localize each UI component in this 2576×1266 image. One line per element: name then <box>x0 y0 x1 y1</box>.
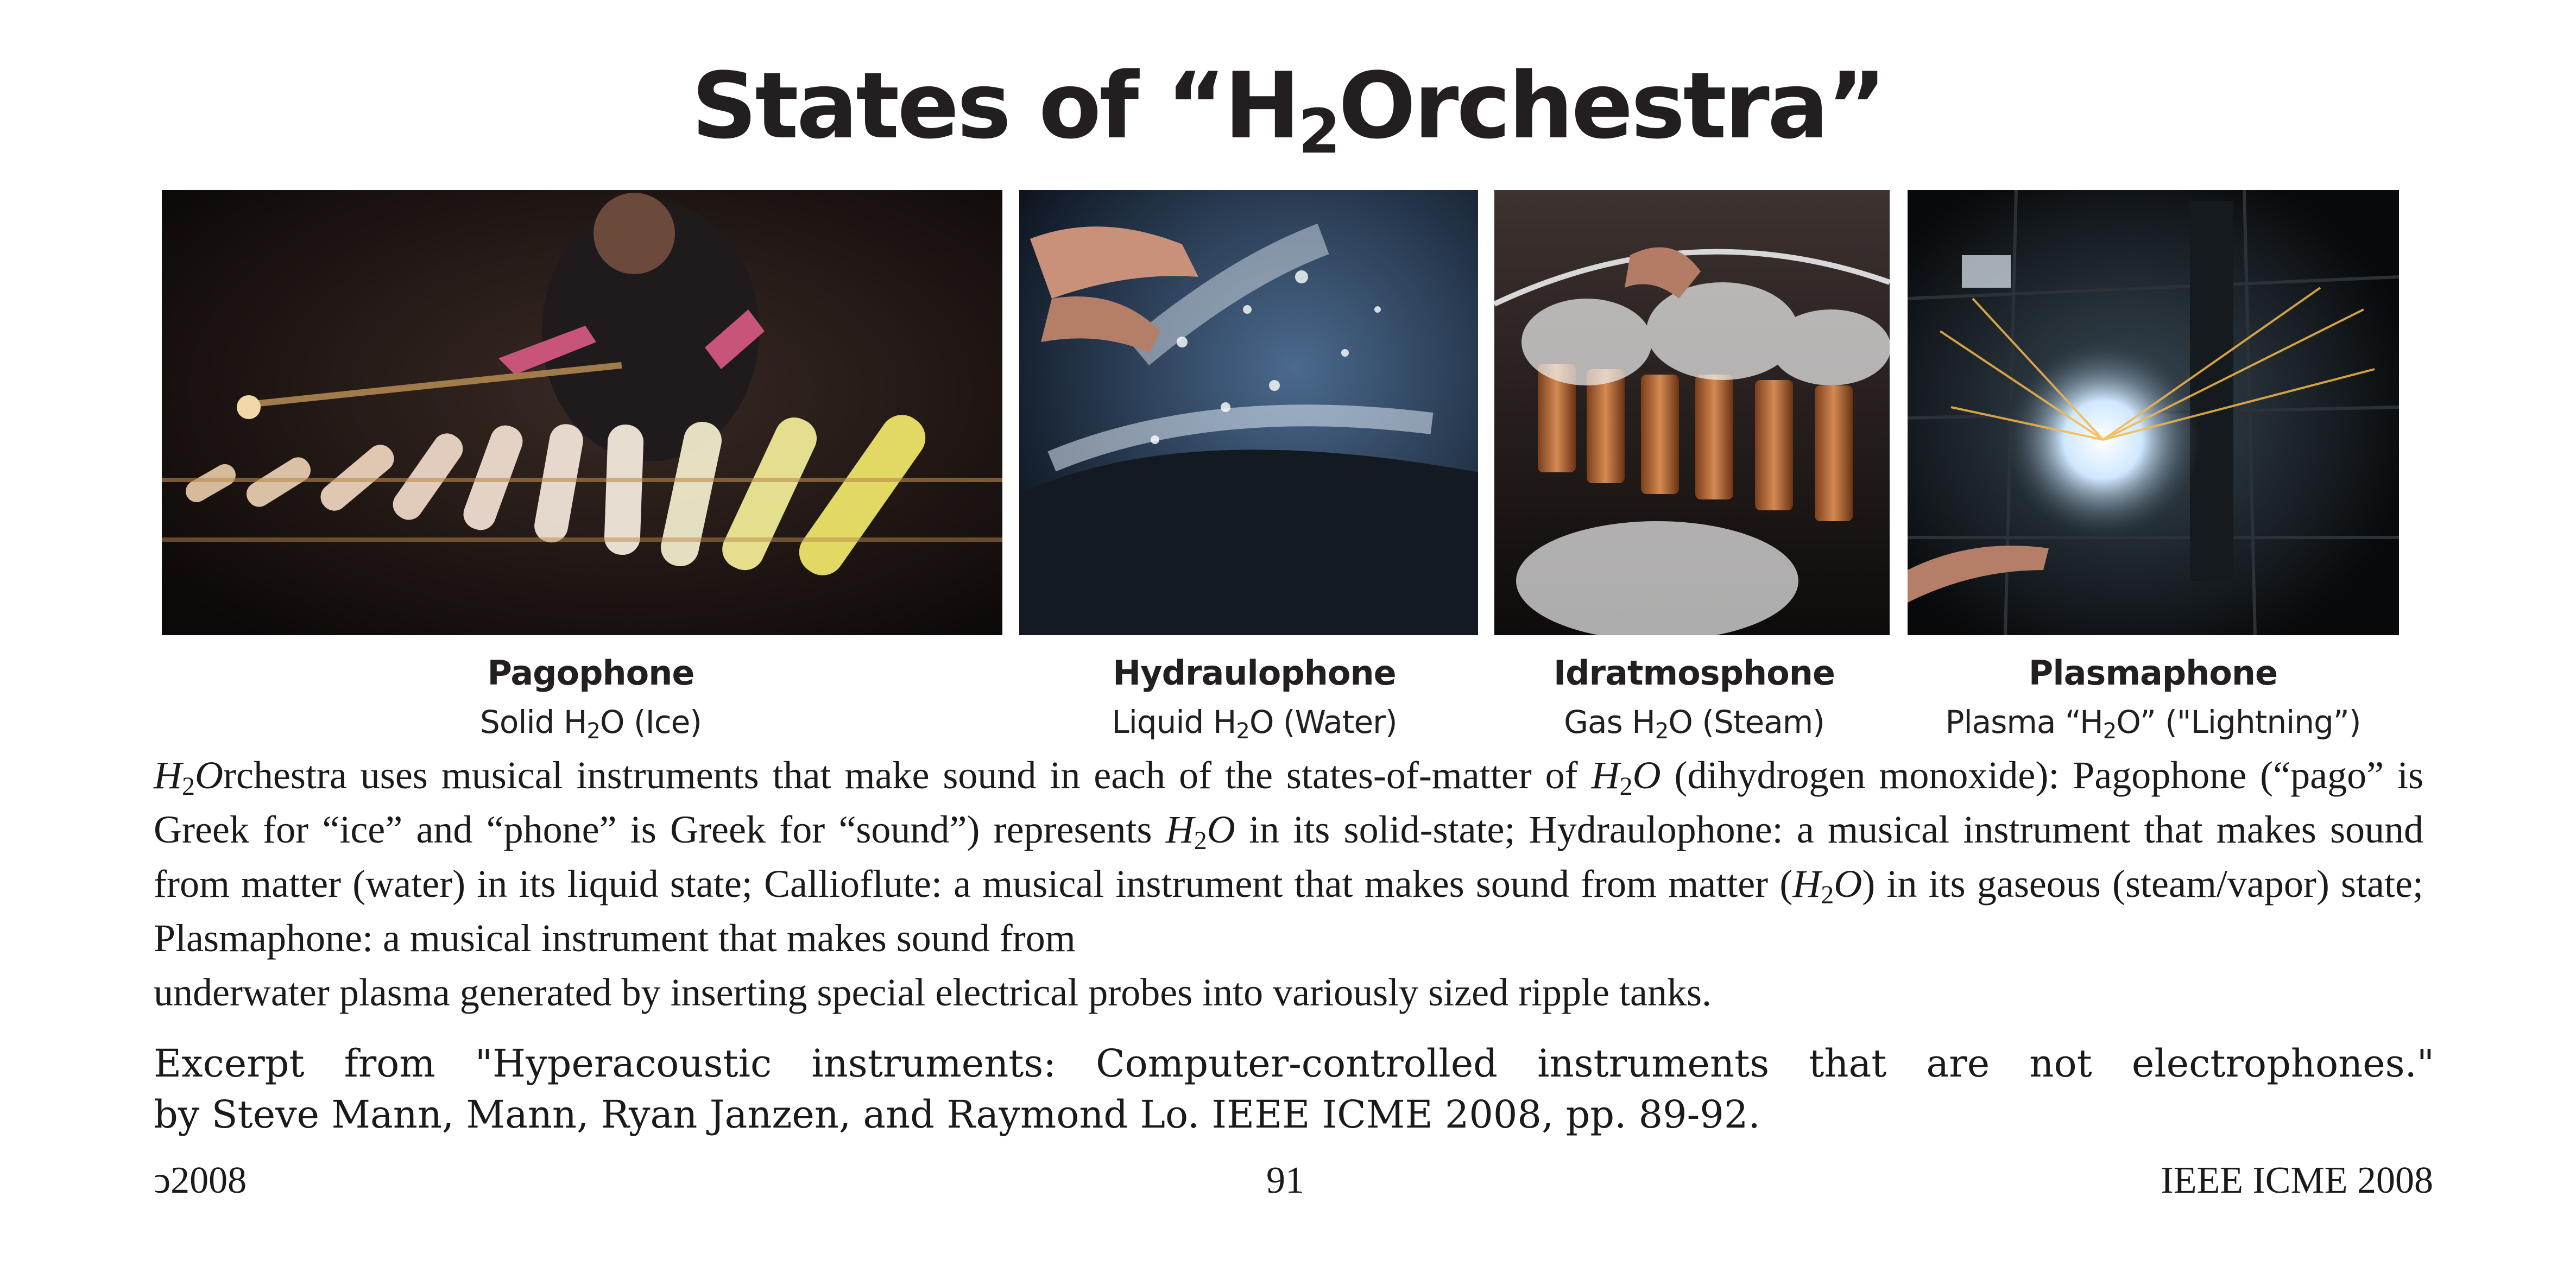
idratmosphone-photo <box>1494 190 1890 635</box>
body-paragraph: $H_2Orchestra$ uses musical instruments that make sound in each of the states-of-matter of $H_2O$ (dihydrogen monoxide): Pagophone (“pago” is Greek for “ice” and “phone” is Greek for “sound”) represents $H_2O$ in its solid-state; Hydraulophone: a musical instrument that makes sound from matter (water) in its liquid state; Callioflute: a musical instrument that makes sound from matter $(H_2O)$ in its gaseous (steam/vapor) state; Plasmaphone: a musical instrument that makes sound from underwater plasma generated by inserting special electrical probes into variously sized ripple tanks. <box>154 754 2424 1014</box>
caption-desc: Solid $H_2O$ (Ice) <box>480 704 702 744</box>
hydraulophone-photo <box>1019 190 1478 635</box>
caption-name: Hydraulophone <box>1113 653 1396 693</box>
caption-plasmaphone <box>1890 649 2416 746</box>
footer-right: IEEE ICME 2008 <box>2161 1160 2433 1201</box>
excerpt-citation <box>154 1038 2434 1140</box>
footer-left: ↄ2008 <box>154 1160 247 1201</box>
caption-name: Pagophone <box>487 653 694 693</box>
excerpt-line-1: Excerpt from "Hyperacoustic instruments: Computer-controlled instruments that are not electrophones." <box>154 1041 2434 1086</box>
caption-name: Plasmaphone <box>2028 653 2278 693</box>
page-title: States of “$H_2Orchestra$” <box>691 53 1885 167</box>
caption-desc: Gas $H_2O$ (Steam) <box>1564 704 1824 744</box>
caption-desc: Plasma “$H_2O$” ("Lightning”) <box>1945 704 2361 744</box>
caption-idratmosphone <box>1515 649 1873 746</box>
pagophone-photo <box>162 190 1002 635</box>
caption-desc: Liquid $H_2O$ (Water) <box>1112 704 1397 744</box>
caption-name: Idratmosphone <box>1554 653 1835 693</box>
plasmaphone-photo <box>1908 190 2399 635</box>
caption-pagophone <box>433 649 748 746</box>
page-number: 91 <box>1266 1160 1304 1201</box>
caption-hydraulophone <box>1053 649 1455 746</box>
excerpt-line-2: by Steve Mann, Mann, Ryan Janzen, and Raymond Lo. IEEE ICME 2008, pp. 89-92. <box>154 1092 1760 1137</box>
